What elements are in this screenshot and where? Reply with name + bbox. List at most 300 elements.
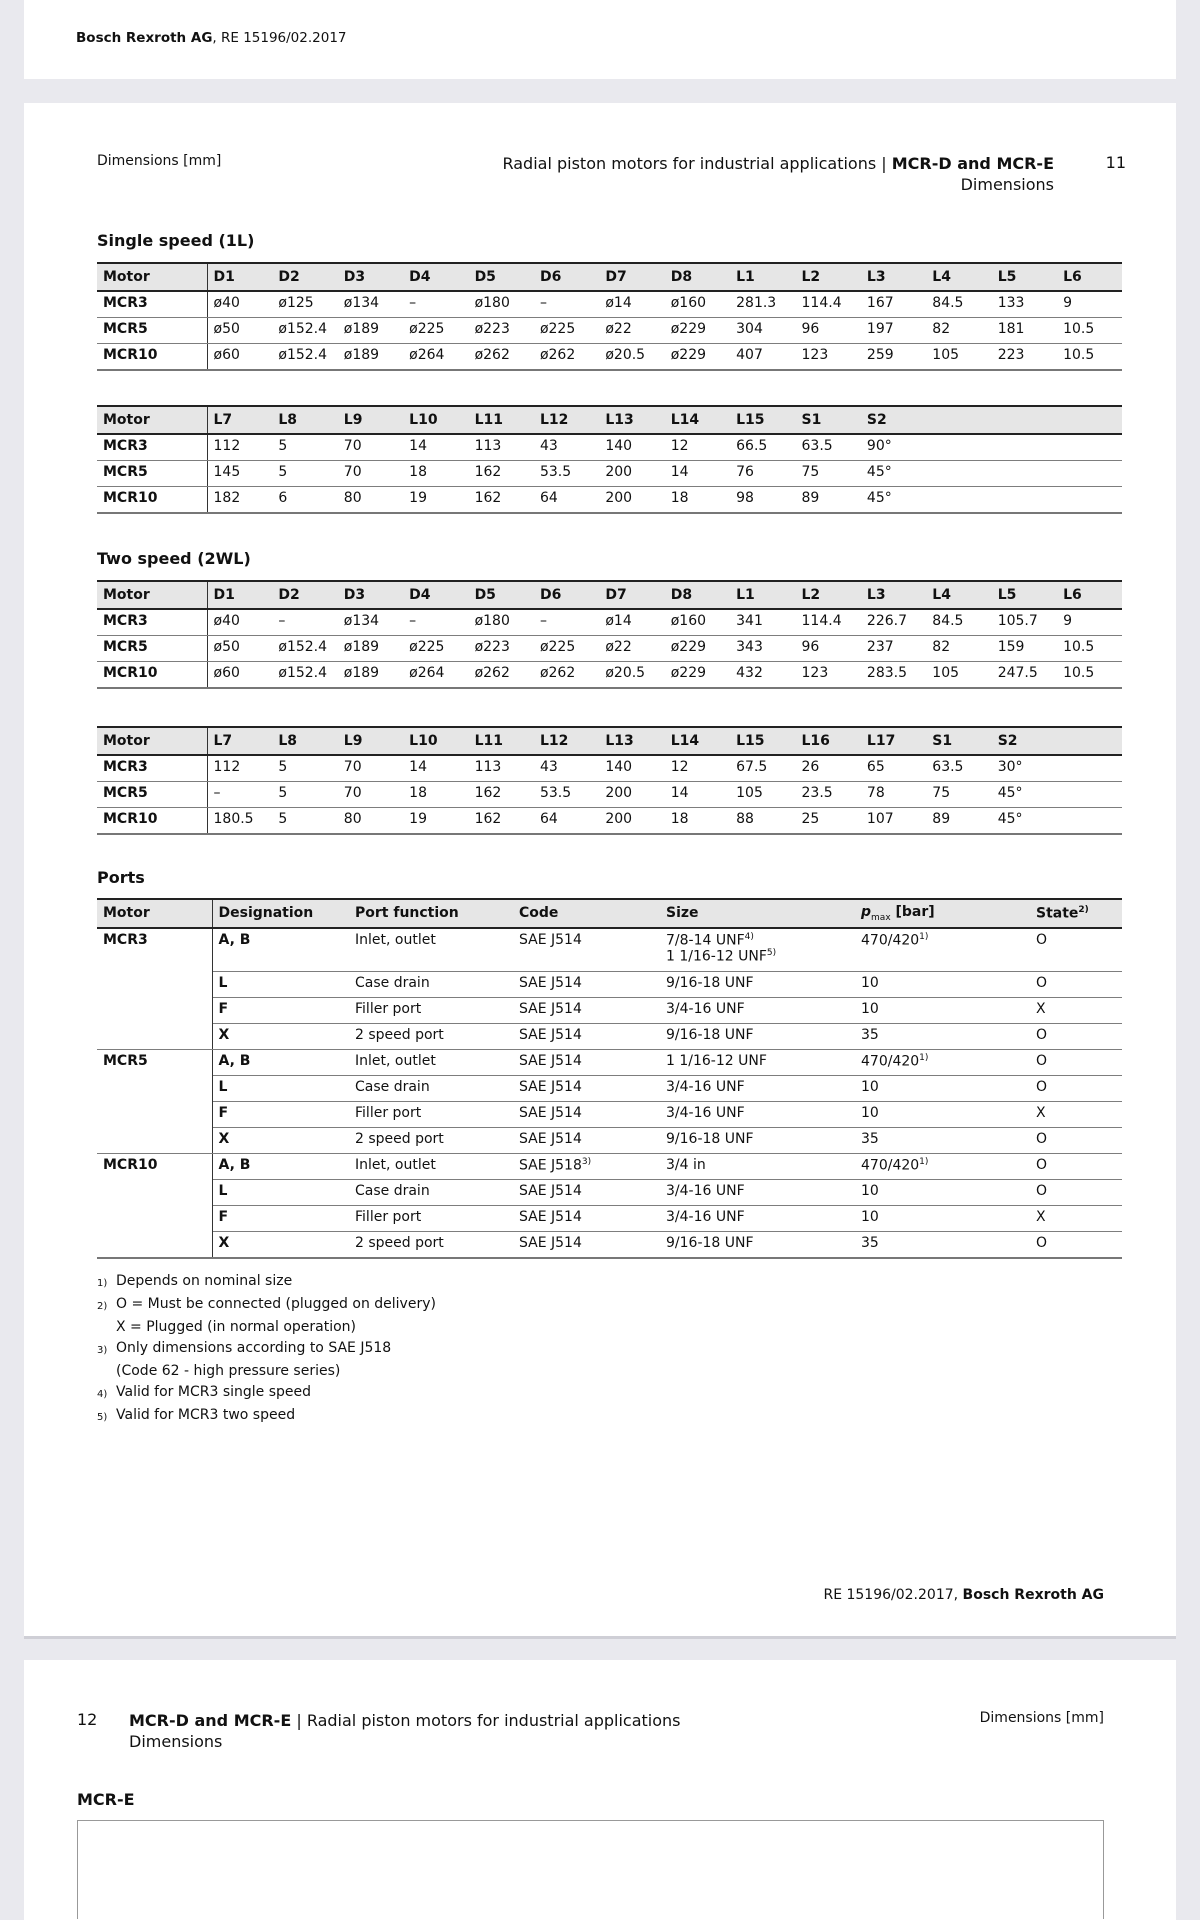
- state-cell: O: [1030, 928, 1122, 972]
- col-header: D2: [272, 263, 337, 291]
- pmax-cell: 10: [855, 1102, 1030, 1128]
- footnote-number: 5): [97, 1412, 108, 1423]
- size-cell: 3/4-16 UNF: [660, 998, 855, 1024]
- size-cell: 9/16-18 UNF: [660, 1232, 855, 1259]
- col-header: D8: [665, 581, 730, 609]
- table-cell: 10.5: [1057, 318, 1122, 344]
- table-cell: 90°: [861, 434, 926, 461]
- footnote-text: O = Must be connected (plugged on delivery): [116, 1296, 436, 1312]
- motor-cell: MCR3: [97, 291, 207, 318]
- size-cell: 9/16-18 UNF: [660, 1024, 855, 1050]
- page-footer: [76, 30, 347, 46]
- table-cell: ø20.5: [599, 344, 664, 371]
- table-cell: ø20.5: [599, 662, 664, 689]
- table-cell: 113: [469, 755, 534, 782]
- table-cell: 26: [796, 755, 861, 782]
- table-row: [97, 1128, 1122, 1154]
- table-cell: 5: [272, 755, 337, 782]
- state-label: State: [1036, 905, 1079, 922]
- table-cell: ø225: [403, 318, 468, 344]
- col-header: Designation: [212, 899, 349, 928]
- table-row: [97, 1154, 1122, 1180]
- table-cell: 237: [861, 636, 926, 662]
- table-cell: 123: [796, 344, 861, 371]
- table-cell: 70: [338, 782, 403, 808]
- col-header: L8: [272, 727, 337, 755]
- col-header: L4: [926, 263, 991, 291]
- table-cell: 14: [665, 782, 730, 808]
- col-header: [1057, 406, 1122, 434]
- footnote-number: 3): [97, 1345, 108, 1356]
- col-header: L7: [207, 406, 272, 434]
- footnote: [97, 1317, 436, 1338]
- table-row: [97, 609, 1122, 636]
- col-header: L3: [861, 263, 926, 291]
- col-header: Port function: [349, 899, 513, 928]
- table-cell: [926, 487, 991, 514]
- col-header: [855, 899, 1030, 928]
- table-cell: 53.5: [534, 782, 599, 808]
- designation-cell: L: [212, 972, 349, 998]
- table-cell: ø50: [207, 636, 272, 662]
- footnote-ref: 2): [1078, 905, 1089, 916]
- table-cell: ø189: [338, 662, 403, 689]
- page-10-bottom: [24, 0, 1176, 79]
- pmax-symbol: p: [861, 904, 872, 920]
- table-cell: 23.5: [796, 782, 861, 808]
- table-cell: ø189: [338, 344, 403, 371]
- table-cell: 200: [599, 461, 664, 487]
- table-cell: –: [534, 291, 599, 318]
- company-name: Bosch Rexroth AG: [76, 30, 213, 46]
- table-row: [97, 1024, 1122, 1050]
- table-cell: 43: [534, 755, 599, 782]
- motor-cell: MCR5: [97, 461, 207, 487]
- motor-cell: [97, 1232, 212, 1259]
- table-cell: 283.5: [861, 662, 926, 689]
- designation-cell: X: [212, 1024, 349, 1050]
- col-header: L12: [534, 406, 599, 434]
- table-cell: 76: [730, 461, 795, 487]
- table-cell: 12: [665, 434, 730, 461]
- col-header: L17: [861, 727, 926, 755]
- table-row: [97, 782, 1122, 808]
- single-speed-table-d: [97, 262, 1122, 371]
- table-header-row: [97, 263, 1122, 291]
- motor-cell: [97, 1128, 212, 1154]
- table-cell: 80: [338, 487, 403, 514]
- state-cell: O: [1030, 1180, 1122, 1206]
- table-cell: 70: [338, 461, 403, 487]
- table-cell: ø22: [599, 636, 664, 662]
- col-header: Motor: [97, 406, 207, 434]
- title-product: MCR-D and MCR-E: [129, 1711, 292, 1730]
- col-header: L7: [207, 727, 272, 755]
- footnote-ref: 1): [919, 931, 929, 942]
- table-cell: 45°: [992, 782, 1057, 808]
- table-cell: 18: [403, 461, 468, 487]
- table-cell: 112: [207, 755, 272, 782]
- code-cell: SAE J514: [513, 1232, 660, 1259]
- page-11: [24, 103, 1176, 1636]
- dimensions-label: Dimensions [mm]: [97, 153, 222, 169]
- state-cell: O: [1030, 972, 1122, 998]
- size-cell: 3/4-16 UNF: [660, 1102, 855, 1128]
- table-cell: ø134: [338, 291, 403, 318]
- two-speed-table-d: [97, 580, 1122, 689]
- table-cell: 63.5: [796, 434, 861, 461]
- pmax-cell: 470/420$^{1)}$: [855, 928, 1030, 972]
- col-header: S1: [796, 406, 861, 434]
- pmax-cell: 10: [855, 1206, 1030, 1232]
- table-cell: 200: [599, 487, 664, 514]
- table-cell: ø180: [469, 609, 534, 636]
- col-header: D6: [534, 581, 599, 609]
- table-cell: 6: [272, 487, 337, 514]
- col-header: Size: [660, 899, 855, 928]
- pmax-cell: 35: [855, 1232, 1030, 1259]
- motor-cell: [97, 1102, 212, 1128]
- table-cell: ø225: [534, 318, 599, 344]
- table-cell: 66.5: [730, 434, 795, 461]
- table-cell: 75: [926, 782, 991, 808]
- table-cell: 162: [469, 782, 534, 808]
- table-cell: 45°: [992, 808, 1057, 835]
- state-cell: O: [1030, 1050, 1122, 1076]
- col-header: L5: [992, 581, 1057, 609]
- code-cell: SAE J514: [513, 1050, 660, 1076]
- table-cell: 226.7: [861, 609, 926, 636]
- col-header: L12: [534, 727, 599, 755]
- table-cell: 223: [992, 344, 1057, 371]
- two-speed-table-l: [97, 726, 1122, 835]
- function-cell: Case drain: [349, 1180, 513, 1206]
- table-header-row: [97, 727, 1122, 755]
- table-row: [97, 1180, 1122, 1206]
- function-cell: 2 speed port: [349, 1128, 513, 1154]
- footnote-number: 2): [97, 1301, 108, 1312]
- pmax-cell: 10: [855, 998, 1030, 1024]
- table-cell: ø152.4: [272, 344, 337, 371]
- designation-cell: L: [212, 1180, 349, 1206]
- table-cell: ø60: [207, 344, 272, 371]
- table-cell: ø22: [599, 318, 664, 344]
- table-cell: 96: [796, 318, 861, 344]
- motor-cell: MCR5: [97, 782, 207, 808]
- table-cell: [1057, 782, 1122, 808]
- designation-cell: A, B: [212, 1154, 349, 1180]
- table-cell: ø223: [469, 318, 534, 344]
- pmax-cell: 470/420$^{1)}$: [855, 1050, 1030, 1076]
- page-subtitle: Dimensions: [129, 1732, 223, 1751]
- table-cell: 341: [730, 609, 795, 636]
- table-cell: –: [272, 609, 337, 636]
- table-cell: [1057, 434, 1122, 461]
- table-cell: ø160: [665, 291, 730, 318]
- table-cell: 89: [926, 808, 991, 835]
- table-cell: 82: [926, 636, 991, 662]
- footnotes: [97, 1271, 436, 1428]
- col-header: D7: [599, 263, 664, 291]
- function-cell: Filler port: [349, 1206, 513, 1232]
- table-cell: 45°: [861, 461, 926, 487]
- footnote-number: [97, 1361, 116, 1382]
- motor-cell: [97, 1206, 212, 1232]
- footnote-ref: 5): [766, 948, 777, 959]
- table-cell: 181: [992, 318, 1057, 344]
- table-cell: 432: [730, 662, 795, 689]
- col-header: [1030, 899, 1122, 928]
- motor-cell: MCR3: [97, 928, 212, 972]
- motor-cell: MCR3: [97, 609, 207, 636]
- code-cell: SAE J514: [513, 1076, 660, 1102]
- pmax-sub: max: [871, 912, 891, 923]
- size-alt: 1 1/16-12 UNF: [666, 949, 767, 966]
- table-header-row: [97, 581, 1122, 609]
- table-cell: 162: [469, 808, 534, 835]
- footnote-text: (Code 62 - high pressure series): [116, 1363, 341, 1379]
- col-header: D4: [403, 263, 468, 291]
- col-header: L3: [861, 581, 926, 609]
- table-cell: 78: [861, 782, 926, 808]
- table-cell: [1057, 808, 1122, 835]
- col-header: L15: [730, 727, 795, 755]
- state-cell: X: [1030, 1102, 1122, 1128]
- table-cell: 145: [207, 461, 272, 487]
- table-header-row: [97, 406, 1122, 434]
- table-row: [97, 1206, 1122, 1232]
- code-cell: SAE J514: [513, 1102, 660, 1128]
- table-cell: –: [534, 609, 599, 636]
- state-cell: O: [1030, 1024, 1122, 1050]
- page-number: 12: [77, 1710, 98, 1729]
- table-cell: 65: [861, 755, 926, 782]
- col-header: L10: [403, 406, 468, 434]
- table-cell: 43: [534, 434, 599, 461]
- table-cell: [1057, 461, 1122, 487]
- col-header: [992, 406, 1057, 434]
- table-cell: 180.5: [207, 808, 272, 835]
- drawing-frame: [77, 1820, 1104, 1919]
- col-header: D4: [403, 581, 468, 609]
- table-cell: 197: [861, 318, 926, 344]
- code-cell: SAE J514: [513, 998, 660, 1024]
- table-cell: [1057, 755, 1122, 782]
- col-header: L6: [1057, 263, 1122, 291]
- table-cell: 10.5: [1057, 662, 1122, 689]
- table-cell: ø189: [338, 636, 403, 662]
- table-cell: ø160: [665, 609, 730, 636]
- table-cell: ø229: [665, 662, 730, 689]
- col-header: L9: [338, 406, 403, 434]
- motor-cell: MCR10: [97, 1154, 212, 1180]
- table-cell: 84.5: [926, 609, 991, 636]
- table-row: [97, 755, 1122, 782]
- footnote-number: 1): [97, 1278, 108, 1289]
- table-cell: 30°: [992, 755, 1057, 782]
- table-cell: 70: [338, 755, 403, 782]
- col-header: L8: [272, 406, 337, 434]
- size-cell: 7/8-14 UNF$^{4)}$ 1 1/16-12 UNF$^{5)}$: [660, 928, 855, 972]
- table-cell: ø264: [403, 344, 468, 371]
- table-cell: 182: [207, 487, 272, 514]
- table-cell: 98: [730, 487, 795, 514]
- col-header: [926, 406, 991, 434]
- table-cell: 133: [992, 291, 1057, 318]
- table-cell: 75: [796, 461, 861, 487]
- table-cell: 105: [730, 782, 795, 808]
- table-cell: 113: [469, 434, 534, 461]
- code-cell: SAE J514: [513, 972, 660, 998]
- ports-table: [97, 898, 1122, 1259]
- table-row: [97, 1050, 1122, 1076]
- footnote-ref: 4): [744, 931, 754, 942]
- table-row: [97, 318, 1122, 344]
- single-speed-heading: Single speed (1L): [97, 231, 255, 250]
- col-header: S2: [992, 727, 1057, 755]
- footnote-text: Valid for MCR3 two speed: [116, 1407, 296, 1423]
- table-cell: 53.5: [534, 461, 599, 487]
- table-cell: 45°: [861, 487, 926, 514]
- motor-cell: MCR5: [97, 636, 207, 662]
- size-cell: 1 1/16-12 UNF: [660, 1050, 855, 1076]
- motor-cell: MCR3: [97, 434, 207, 461]
- table-cell: ø264: [403, 662, 468, 689]
- footnote: [97, 1338, 436, 1361]
- col-header: D7: [599, 581, 664, 609]
- designation-cell: F: [212, 1206, 349, 1232]
- code-cell: SAE J514: [513, 1206, 660, 1232]
- table-row: [97, 344, 1122, 371]
- table-cell: ø152.4: [272, 662, 337, 689]
- table-cell: ø40: [207, 291, 272, 318]
- table-cell: 9: [1057, 291, 1122, 318]
- table-row: [97, 636, 1122, 662]
- table-row: [97, 928, 1122, 972]
- table-cell: [992, 461, 1057, 487]
- page-12: [24, 1660, 1176, 1920]
- table-cell: ø225: [534, 636, 599, 662]
- table-cell: ø262: [534, 344, 599, 371]
- col-header: L13: [599, 406, 664, 434]
- pmax-cell: 10: [855, 1180, 1030, 1206]
- section-heading: MCR-E: [77, 1790, 135, 1809]
- table-cell: 281.3: [730, 291, 795, 318]
- table-cell: –: [403, 291, 468, 318]
- function-cell: Inlet, outlet: [349, 928, 513, 972]
- table-cell: ø262: [534, 662, 599, 689]
- table-cell: ø189: [338, 318, 403, 344]
- table-cell: 10.5: [1057, 636, 1122, 662]
- table-cell: 162: [469, 487, 534, 514]
- designation-cell: X: [212, 1232, 349, 1259]
- table-cell: ø229: [665, 636, 730, 662]
- table-cell: ø225: [403, 636, 468, 662]
- col-header: L9: [338, 727, 403, 755]
- table-cell: ø134: [338, 609, 403, 636]
- state-cell: O: [1030, 1154, 1122, 1180]
- title-text: Radial piston motors for industrial applications |: [502, 154, 892, 173]
- table-row: [97, 487, 1122, 514]
- table-cell: 140: [599, 434, 664, 461]
- footnote-number: 4): [97, 1389, 108, 1400]
- table-cell: 14: [403, 434, 468, 461]
- table-cell: 167: [861, 291, 926, 318]
- footnote-text: Only dimensions according to SAE J518: [116, 1340, 392, 1356]
- pmax-cell: 10: [855, 972, 1030, 998]
- state-cell: O: [1030, 1232, 1122, 1259]
- col-header: D3: [338, 581, 403, 609]
- function-cell: Filler port: [349, 1102, 513, 1128]
- pmax-unit: [bar]: [890, 904, 935, 920]
- doc-number: , RE 15196/02.2017: [212, 30, 347, 46]
- table-cell: 14: [403, 755, 468, 782]
- table-cell: 5: [272, 808, 337, 835]
- table-cell: 114.4: [796, 609, 861, 636]
- table-cell: 64: [534, 487, 599, 514]
- col-header: D5: [469, 581, 534, 609]
- designation-cell: X: [212, 1128, 349, 1154]
- table-cell: ø152.4: [272, 636, 337, 662]
- col-header: Motor: [97, 727, 207, 755]
- table-cell: ø40: [207, 609, 272, 636]
- function-cell: Case drain: [349, 1076, 513, 1102]
- table-cell: 10.5: [1057, 344, 1122, 371]
- col-header: L2: [796, 263, 861, 291]
- footnote: [97, 1361, 436, 1382]
- motor-cell: MCR10: [97, 487, 207, 514]
- table-cell: 18: [665, 808, 730, 835]
- doc-number: RE 15196/02.2017,: [823, 1587, 963, 1603]
- table-cell: ø152.4: [272, 318, 337, 344]
- col-header: L1: [730, 263, 795, 291]
- table-cell: 19: [403, 808, 468, 835]
- table-cell: –: [207, 782, 272, 808]
- table-cell: 12: [665, 755, 730, 782]
- table-cell: 19: [403, 487, 468, 514]
- table-cell: 5: [272, 434, 337, 461]
- col-header: L10: [403, 727, 468, 755]
- page-footer: [823, 1587, 1104, 1603]
- table-row: [97, 662, 1122, 689]
- dimensions-label: Dimensions [mm]: [979, 1710, 1104, 1726]
- table-cell: [926, 461, 991, 487]
- table-cell: 96: [796, 636, 861, 662]
- table-cell: ø50: [207, 318, 272, 344]
- table-cell: 200: [599, 808, 664, 835]
- col-header: [1057, 727, 1122, 755]
- table-cell: 88: [730, 808, 795, 835]
- table-cell: 247.5: [992, 662, 1057, 689]
- table-cell: 107: [861, 808, 926, 835]
- size-cell: 3/4-16 UNF: [660, 1076, 855, 1102]
- table-cell: 114.4: [796, 291, 861, 318]
- table-cell: 80: [338, 808, 403, 835]
- col-header: L1: [730, 581, 795, 609]
- col-header: D1: [207, 263, 272, 291]
- size-cell: 3/4 in: [660, 1154, 855, 1180]
- col-header: L4: [926, 581, 991, 609]
- col-header: L11: [469, 727, 534, 755]
- state-cell: O: [1030, 1128, 1122, 1154]
- table-cell: 304: [730, 318, 795, 344]
- table-cell: [992, 434, 1057, 461]
- table-cell: 89: [796, 487, 861, 514]
- two-speed-heading: Two speed (2WL): [97, 549, 251, 568]
- table-cell: ø229: [665, 344, 730, 371]
- col-header: D6: [534, 263, 599, 291]
- col-header: D1: [207, 581, 272, 609]
